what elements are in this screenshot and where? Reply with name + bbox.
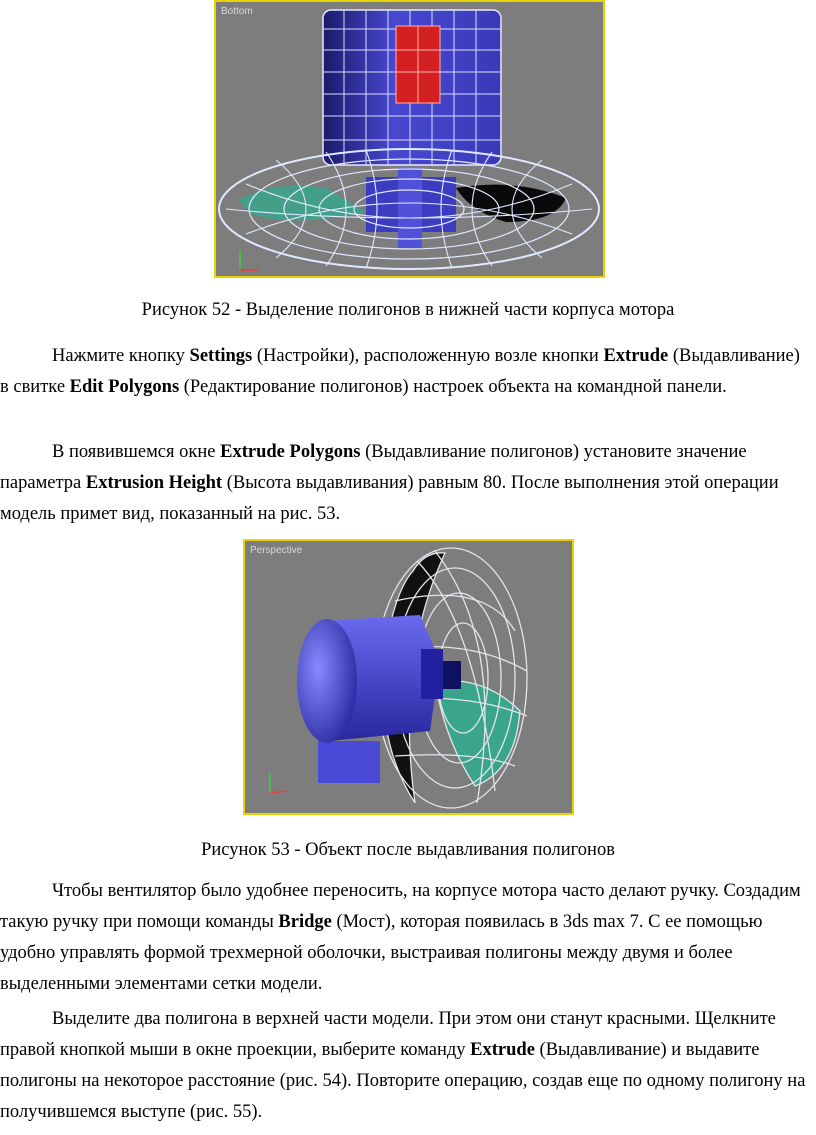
bottom-view-render [216, 2, 603, 276]
viewport-label: Bottom [221, 6, 253, 17]
axis-gizmo [240, 250, 258, 270]
paragraph-1: Нажмите кнопку Settings (Настройки), расположенную возле кнопки Extrude (Выдавливание) в свитке Edit Polygons (Редактирование полигонов) настроек объекта на командной панели. [0, 346, 800, 397]
figure-53-caption: Рисунок 53 - Объект после выдавливания полигонов [201, 840, 615, 860]
fan-guard [219, 149, 599, 269]
axis-gizmo [270, 773, 287, 793]
figure-52-viewport [214, 0, 605, 278]
figure-52-caption: Рисунок 52 - Выделение полигонов в нижней части корпуса мотора [141, 300, 675, 320]
viewport-label: Perspective [250, 545, 303, 556]
motor-body [297, 615, 461, 783]
paragraph-4: Выделите два полигона в верхней части модели. При этом они станут красными. Щелкните правой кнопкой мыши в окне проекции, выберите команду Extrude (Выдавливание) и выдавите полигоны на некоторое расстояние (рис. 54). Повторите операцию, создав еще по одному полигону на получившемся выступе (рис. 55). [0, 1009, 806, 1122]
paragraph-2: В появившемся окне Extrude Polygons (Выдавливание полигонов) установите значение параметра Extrusion Height (Высота выдавливания) равным 80. После выполнения этой операции модель примет вид, показанный на рис. 53. [0, 442, 779, 524]
perspective-view-render [245, 541, 572, 813]
paragraph-3: Чтобы вентилятор было удобнее переносить, на корпусе мотора часто делают ручку. Создадим такую ручку при помощи команды Bridge (Мост), которая появилась в 3ds max 7. С ее помощью удобно управлять формой трехмерной оболочки, выстраивая полигоны между двумя и более выделенными элементами сетки модели. [0, 881, 801, 994]
figure-53-viewport [243, 539, 574, 815]
